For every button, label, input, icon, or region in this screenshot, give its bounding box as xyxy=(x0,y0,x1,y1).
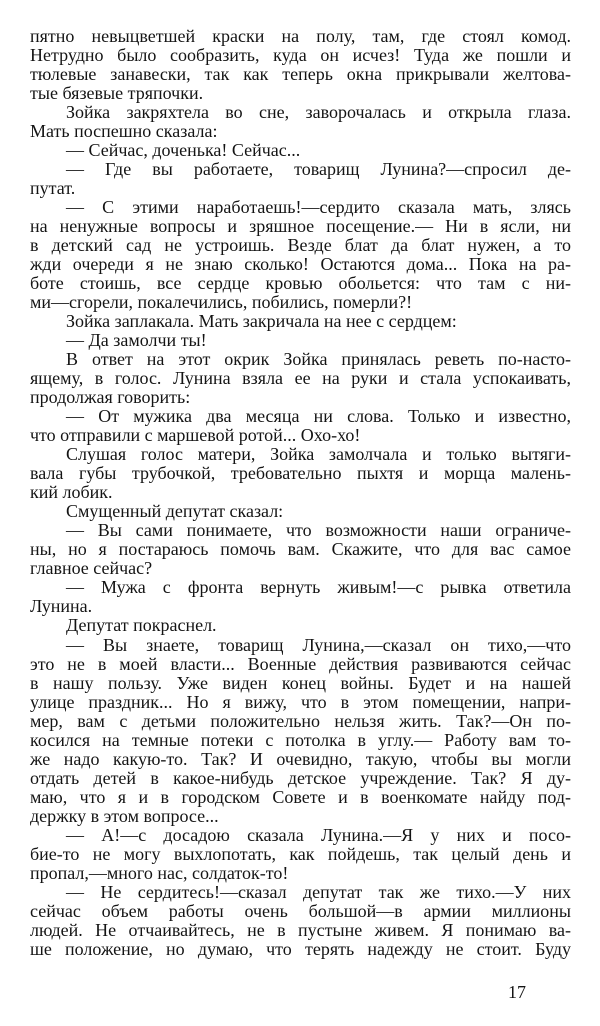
text-line: что отправили с маршевой ротой... Охо-хо! xyxy=(30,425,361,446)
text-line: улице праздник... Но я вижу, что в этом помещении, напри- xyxy=(30,691,571,712)
text-line: — Вы знаете, товарищ Лунина,—сказал он тихо,—что xyxy=(66,634,571,655)
text-line: — Мужа с фронта вернуть живым!—с рывка ответила xyxy=(66,577,571,598)
text-line: в детский сад не устроишь. Везде блат да блат нужен, а то xyxy=(30,235,571,256)
text-line: Нетрудно было сообразить, куда он исчез! Туда же пошли и xyxy=(30,45,571,66)
text-line: тюлевые занавески, так как теперь окна прикрывали желтова- xyxy=(30,64,571,85)
text-line: же надо какую-то. Так? И очевидно, такую, чтобы вы могли xyxy=(30,748,571,769)
text-line: Лунина. xyxy=(30,596,93,617)
text-line: маю, что я и в городском Совете и в военкомате найду под- xyxy=(30,786,571,807)
text-line: держку в этом вопросе... xyxy=(30,805,219,826)
text-line: вала губы трубочкой, требовательно пыхтя и морща малень- xyxy=(30,463,571,484)
text-line: мер, вам с детьми положительно нельзя жить. Так?—Он по- xyxy=(30,710,571,731)
text-line: косился на темные потеки с потолка в углу.— Работу вам то- xyxy=(30,729,571,750)
book-page-text xyxy=(30,27,571,959)
text-line: главное сейчас? xyxy=(30,558,153,579)
text-line: — Не сердитесь!—сказал депутат так же тихо.—У них xyxy=(66,881,571,902)
text-line: — Да замолчи ты! xyxy=(66,330,207,351)
text-line: сейчас объем работы очень большой—в армии миллионы xyxy=(30,900,571,921)
text-line: тые бязевые тряпочки. xyxy=(30,83,204,104)
text-line: людей. Не отчаивайтесь, не в пустыне живем. Я понимаю ва- xyxy=(30,919,571,940)
text-line: жди очереди я не знаю сколько! Остаются дома... Пока на ра- xyxy=(30,254,571,275)
text-line: боте стоишь, все сердце кровью обольется: что там с ни- xyxy=(30,273,571,294)
text-line: в нашу пользу. Уже виден конец войны. Будет и на нашей xyxy=(30,672,571,693)
text-line: Депутат покраснел. xyxy=(66,615,217,636)
text-line: бие-то не могу выхлопотать, как пойдешь, так целый день и xyxy=(30,843,571,864)
text-line: пятно невыцветшей краски на полу, там, где стоял комод. xyxy=(30,26,571,46)
text-line: — А!—с досадою сказала Лунина.—Я у них и посо- xyxy=(66,824,571,845)
text-line: Зойка закряхтела во сне, заворочалась и открыла глаза. xyxy=(66,102,571,123)
text-line: В ответ на этот окрик Зойка принялась реветь по-насто- xyxy=(66,349,571,370)
text-line: продолжая говорить: xyxy=(30,387,191,408)
text-line: Слушая голос матери, Зойка замолчала и только вытяги- xyxy=(66,444,571,465)
text-line: — С этими наработаешь!—сердито сказала мать, злясь xyxy=(66,197,571,218)
text-line: — От мужика два месяца ни слова. Только и известно, xyxy=(66,406,571,427)
text-line: кий лобик. xyxy=(30,482,113,503)
text-line: Мать поспешно сказала: xyxy=(30,121,218,142)
text-line: — Вы сами понимаете, что возможности наши ограниче- xyxy=(66,520,571,541)
text-line: Смущенный депутат сказал: xyxy=(66,501,284,522)
text-line: путат. xyxy=(30,178,76,199)
page-number: 17 xyxy=(508,982,526,1002)
text-line: ны, но я постараюсь помочь вам. Скажите, что для вас самое xyxy=(30,539,571,560)
text-line: — Сейчас, доченька! Сейчас... xyxy=(66,140,301,161)
text-line: — Где вы работаете, товарищ Лунина?—спросил де- xyxy=(66,159,571,180)
text-line: ше положение, но думаю, что терять надежду не стоит. Буду xyxy=(30,938,571,959)
text-line: ящему, в голос. Лунина взяла ее на руки и стала успокаивать, xyxy=(30,368,571,389)
text-line: отдать детей в какое-нибудь детское учреждение. Так? Я ду- xyxy=(30,767,571,788)
text-line: ми—сгорели, покалечились, побились, померли?! xyxy=(30,292,413,313)
text-line: на ненужные вопросы и зряшное посещение.— Ни в ясли, ни xyxy=(30,216,571,237)
text-line: Зойка заплакала. Мать закричала на нее с сердцем: xyxy=(66,311,457,332)
text-line: пропал,—много нас, солдаток-то! xyxy=(30,862,289,883)
text-line: это не в моей власти... Военные действия развиваются сейчас xyxy=(30,653,571,674)
